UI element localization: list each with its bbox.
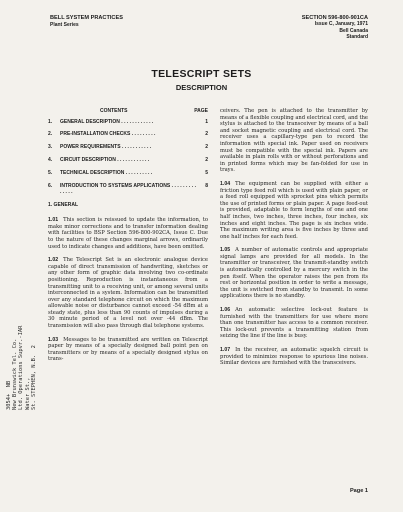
paragraph-text: A number of automatic controls and appropriate signal lamps are provided for all models. In the transmitter or transceiver, the transmit-standby switch is automatically controlled by a mercury switch in the pen itself. When the operator raises the pen from its rest or horizontal position in order to write a message, the unit is switched from standby to transmit. In some applications there is no standby. — [220, 247, 368, 300]
paragraph-text: The Telescript Set is an electronic analogue device capable of direct transmission of handwriting, sketches or any other form of graphic data involving two co-ordinate positioning. Reproduction is instantaneous from a transmitting unit to a receiving unit, or among several units interconnected in a system. Information can be transmitted over any standard telephone circuit on which the maximum allowable noise or disturbance cannot exceed -54 dBm at a steady state, plus less than 90 counts of impulses during a 30 minute period of a level not over -44 dBm. The transmission will also pass through dial telephone systems. — [48, 257, 208, 330]
paragraph-text: In the receiver, an automatic squelch circuit is provided to minimize response to spurious line noises. Similar devices are furnished with the transceivers. — [220, 347, 368, 367]
paragraph-number: 1.05 — [220, 247, 231, 254]
paragraph-number: 1.03 — [48, 336, 59, 343]
paragraph — [220, 181, 368, 240]
paragraph-text: The equipment can be supplied with either a friction type feed roll which is used with plain paper, or a feed roll equipped with sprocket pins which permits the use of printed forms or plain paper. A page feed-out is provided, adaptable to form lengths of one and one half inches, two inches, three inches, four inches, six inches and eight inches. The page is six inches wide. The maximum writing area is five inches by three and one half inches for each feed. — [220, 180, 368, 240]
toc-item-label: CIRCUIT DESCRIPTION . . . . . . . . . . . . — [60, 156, 150, 163]
toc-list — [48, 119, 208, 195]
toc-item — [48, 157, 208, 163]
paragraph — [220, 347, 368, 367]
paragraph — [220, 307, 368, 340]
toc-item-page: 5 — [205, 169, 208, 176]
toc-item-page: 8 — [205, 182, 208, 189]
header-left — [50, 15, 123, 29]
paragraph — [48, 217, 208, 250]
stamp-line: Ltd. Operations Supvr.-IAR — [18, 325, 25, 410]
toc-item-label: TECHNICAL DESCRIPTION . . . . . . . . . . — [60, 169, 153, 176]
paragraph — [220, 108, 368, 174]
page-subtitle: DESCRIPTION — [175, 83, 228, 92]
toc-page-label: PAGE — [194, 108, 208, 114]
toc-item-label: GENERAL DESCRIPTION . . . . . . . . . . . . — [60, 118, 154, 125]
paragraph — [48, 337, 208, 363]
toc-contents-label: CONTENTS — [100, 108, 128, 114]
header-right — [302, 15, 368, 41]
left-column — [48, 108, 208, 370]
toc-item-number: 4. — [48, 156, 53, 163]
organization: Bell Canada — [339, 27, 368, 34]
paragraph — [220, 247, 368, 300]
toc-item — [48, 131, 208, 137]
toc-item-page: 1 — [205, 118, 208, 125]
paragraph — [48, 257, 208, 330]
toc-item — [48, 144, 208, 150]
stamp-line: St. STEPHEN, N.B. 2 — [30, 345, 37, 410]
company-name: BELL SYSTEM PRACTICES — [50, 15, 123, 21]
paragraph-number: 1.07 — [220, 347, 231, 353]
section-heading: 1. GENERAL — [48, 201, 79, 208]
paragraph-number: 1.04 — [220, 180, 231, 187]
paragraph-text: This section is reissued to update the information, to make minor corrections and to transfer information dealing with facilities to BSP Section 596-800-902CA, Issue C. Due to the nature of these changes marginal arrows, ordinarily used to indicate changes and additions, have been omitted. — [48, 217, 208, 250]
stamp-line: Water St., — [24, 377, 31, 410]
paragraph-number: 1.06 — [220, 307, 231, 314]
stamp-line: New Brunswick Tel. Co. — [12, 338, 19, 410]
series-name: Plant Series — [50, 22, 79, 28]
toc-item-number: 6. — [48, 182, 53, 189]
toc-item-label: POWER REQUIREMENTS . . . . . . . . . . . — [60, 144, 152, 151]
section-number: SECTION 596-800-901CA — [301, 15, 368, 21]
toc-item-page: 2 — [205, 131, 208, 138]
page-title: TELESCRIPT SETS — [151, 68, 252, 80]
toc-item-page: 2 — [205, 144, 208, 151]
toc-item-number: 1. — [48, 118, 53, 125]
address-stamp — [6, 300, 36, 410]
toc-item-number: 3. — [48, 144, 53, 151]
toc-item-label: INTRODUCTION TO SYSTEMS APPLICATIONS . . . . . . . . . . . . . . — [60, 182, 196, 195]
toc-header — [48, 108, 208, 115]
issue-date: Issue C, January, 1971 — [314, 21, 368, 28]
paragraph-text: Messages to be transmitted are written on Telescript paper by means of a specially designed ball point pen on transmitters or by means of a specially designed stylus on trans- — [48, 336, 208, 363]
paragraph-text: ceivers. The pen is attached to the transmitter by means of a flexible coupling and electrical cord, and the stylus is attached to the transceiver by means of a ball and socket magnetic coupling and electrical cord. The receiver uses a capillary-type pen to record the information with special ink. Paper used on receivers must be compatible with the special ink. Papers are available in plain rolls with or without perforations and in printed forms which may be fan-folded for use in trays. — [220, 108, 368, 174]
paragraph-text: An automatic selective lock-out feature is furnished with the transmitters for use where more than one transmitter has access to a common receiver. This lock-out prevents a transmitting station from seizing the line if the line is busy. — [220, 307, 368, 340]
toc-item-label: PRE-INSTALLATION CHECKS . . . . . . . . . — [60, 131, 156, 138]
toc-item-number: 5. — [48, 169, 53, 176]
standard-label: Standard — [346, 34, 368, 41]
stamp-text — [6, 326, 37, 410]
paragraph-number: 1.02 — [48, 257, 59, 264]
page-number: Page 1 — [349, 488, 368, 494]
toc-item-number: 2. — [48, 131, 53, 138]
stamp-line: 3054+ NB — [6, 380, 12, 410]
right-column — [220, 108, 368, 374]
toc-item-page: 2 — [205, 156, 208, 163]
paragraph-number: 1.01 — [48, 217, 59, 224]
toc-item — [48, 170, 208, 176]
toc-item — [48, 183, 208, 195]
toc-item — [48, 119, 208, 125]
